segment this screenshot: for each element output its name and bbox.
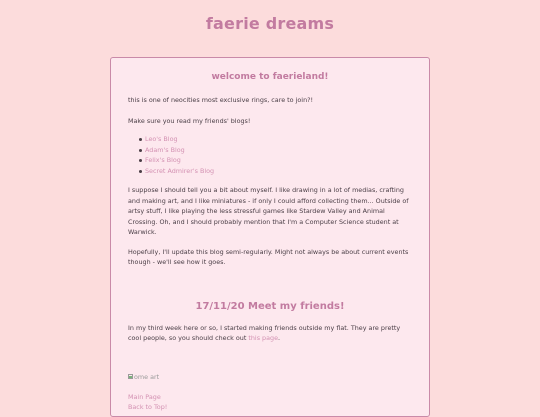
this-page-link[interactable]: this page: [248, 334, 279, 342]
webring: [128, 372, 412, 412]
blog-link-leo[interactable]: Leo's Blog: [145, 134, 412, 145]
blog-link-adam[interactable]: Adam's Blog: [145, 145, 412, 156]
webring-image[interactable]: [128, 372, 412, 382]
blog-list: [145, 134, 412, 176]
post-heading: 17/11/20 Meet my friends!: [195, 300, 345, 312]
about-text: I suppose I should tell you a bit about myself. I like drawing in a lot of medias, crafting and making art, and I like miniatures - if only I could afford collecting them... Outside of artsy stuff, I like playing the less stressful games like Stardew Valley and Animal Crossing. Oh, and I should probably mention that I'm a Computer Science student at Warwick.: [128, 186, 409, 236]
site-title: faerie dreams: [205, 14, 335, 33]
post-text: In my third week here or so, I started making friends outside my flat. They are pretty cool people, so you should check out this page.: [128, 323, 401, 342]
main-page-link[interactable]: Main Page: [128, 392, 161, 401]
blog-link-secret-admirer[interactable]: Secret Admirer's Blog: [145, 166, 412, 177]
broken-image-icon: [128, 374, 133, 379]
intro-text: this is one of neocities most exclusive rings, care to join?!: [128, 96, 314, 104]
content-card: [110, 57, 430, 417]
update-text: Hopefully, I'll update this blog semi-regularly. Might not always be about current events though - we'll see how it goes.: [128, 247, 409, 266]
blog-link-felix[interactable]: Felix's Blog: [145, 155, 412, 166]
webring-image-alt: ome art: [134, 372, 160, 381]
welcome-heading: welcome to faerieland!: [211, 72, 329, 82]
back-to-top-link[interactable]: Back to Top!: [128, 402, 168, 411]
blogs-prompt: Make sure you read my friends' blogs!: [128, 116, 251, 125]
